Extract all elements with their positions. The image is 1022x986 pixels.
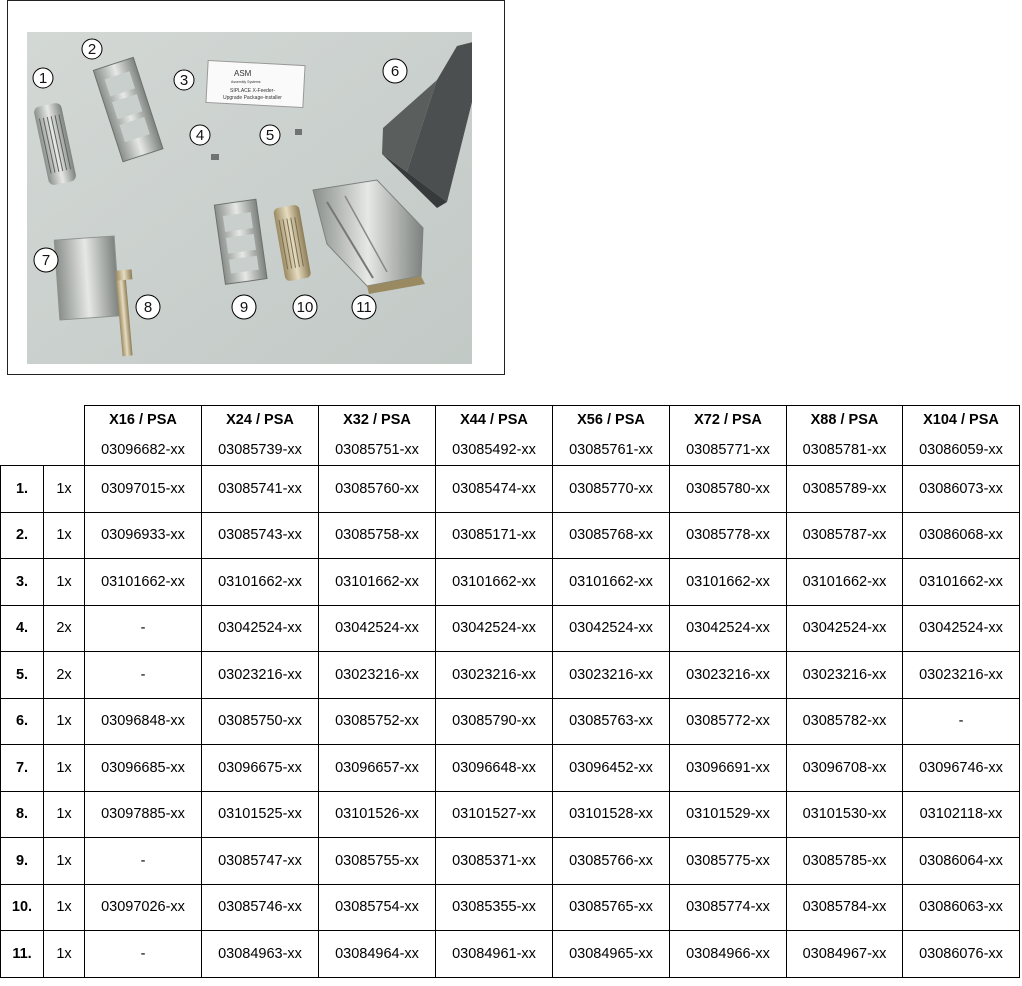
part-number-cell: - bbox=[85, 931, 202, 978]
part-number-cell: 03023216-xx bbox=[319, 652, 436, 699]
part-number-cell: 03101662-xx bbox=[202, 559, 319, 606]
part-number-cell: 03085750-xx bbox=[202, 698, 319, 745]
part-number-cell: 03086068-xx bbox=[903, 512, 1020, 559]
part-number-cell: 03023216-xx bbox=[787, 652, 903, 699]
callout-7 bbox=[34, 248, 58, 272]
header-row-model-numbers bbox=[1, 434, 1020, 466]
callout-1 bbox=[33, 68, 53, 88]
item-quantity: 2x bbox=[44, 605, 85, 652]
part-number-cell: 03101662-xx bbox=[787, 559, 903, 606]
part-number-cell: - bbox=[85, 605, 202, 652]
table-row bbox=[1, 559, 1020, 606]
part-number-cell: 03085787-xx bbox=[787, 512, 903, 559]
part-5-screw bbox=[295, 129, 302, 135]
column-header-model: X44 / PSA bbox=[436, 406, 553, 435]
parts-table bbox=[0, 405, 1020, 978]
part-7-block bbox=[54, 236, 119, 320]
part-number-cell: 03085768-xx bbox=[553, 512, 670, 559]
item-number: 5. bbox=[1, 652, 44, 699]
part-number-cell: 03042524-xx bbox=[787, 605, 903, 652]
column-header-part-number: 03085771-xx bbox=[670, 434, 787, 466]
column-header-part-number: 03086059-xx bbox=[903, 434, 1020, 466]
item-quantity: 1x bbox=[44, 884, 85, 931]
table-row bbox=[1, 652, 1020, 699]
part-number-cell: 03096746-xx bbox=[903, 745, 1020, 792]
callout-6 bbox=[383, 59, 407, 83]
parts-photo-frame bbox=[7, 0, 505, 375]
part-number-cell: 03085747-xx bbox=[202, 838, 319, 885]
item-quantity: 1x bbox=[44, 559, 85, 606]
part-number-cell: 03042524-xx bbox=[319, 605, 436, 652]
part-number-cell: 03042524-xx bbox=[670, 605, 787, 652]
part-number-cell: 03042524-xx bbox=[553, 605, 670, 652]
part-number-cell: 03085355-xx bbox=[436, 884, 553, 931]
callout-3 bbox=[174, 70, 194, 90]
column-header-part-number: 03085739-xx bbox=[202, 434, 319, 466]
column-header-part-number: 03096682-xx bbox=[85, 434, 202, 466]
svg-text:7: 7 bbox=[41, 252, 51, 269]
callout-9 bbox=[232, 295, 256, 319]
callout-5 bbox=[260, 125, 280, 145]
part-number-cell: 03096933-xx bbox=[85, 512, 202, 559]
part-number-cell: 03085780-xx bbox=[670, 466, 787, 513]
column-header-part-number: 03085781-xx bbox=[787, 434, 903, 466]
item-number: 9. bbox=[1, 838, 44, 885]
item-quantity: 1x bbox=[44, 838, 85, 885]
part-number-cell: 03096452-xx bbox=[553, 745, 670, 792]
part-number-cell: 03042524-xx bbox=[202, 605, 319, 652]
part-number-cell: 03096708-xx bbox=[787, 745, 903, 792]
item-number: 3. bbox=[1, 559, 44, 606]
part-number-cell: 03085772-xx bbox=[670, 698, 787, 745]
part-number-cell: 03023216-xx bbox=[670, 652, 787, 699]
part-number-cell: 03085371-xx bbox=[436, 838, 553, 885]
table-row bbox=[1, 745, 1020, 792]
part-number-cell: 03042524-xx bbox=[436, 605, 553, 652]
table-row bbox=[1, 884, 1020, 931]
part-number-cell: 03101528-xx bbox=[553, 791, 670, 838]
column-header-model: X88 / PSA bbox=[787, 406, 903, 435]
item-number: 6. bbox=[1, 698, 44, 745]
item-number: 10. bbox=[1, 884, 44, 931]
part-number-cell: - bbox=[903, 698, 1020, 745]
part-number-cell: 03085770-xx bbox=[553, 466, 670, 513]
item-quantity: 1x bbox=[44, 466, 85, 513]
part-number-cell: 03101526-xx bbox=[319, 791, 436, 838]
label-card-line2: Upgrade Package-installer bbox=[223, 95, 282, 101]
table-row bbox=[1, 466, 1020, 513]
part-number-cell: 03085789-xx bbox=[787, 466, 903, 513]
part-number-cell: 03096648-xx bbox=[436, 745, 553, 792]
svg-text:10: 10 bbox=[296, 299, 314, 316]
part-number-cell: 03085171-xx bbox=[436, 512, 553, 559]
part-number-cell: 03023216-xx bbox=[436, 652, 553, 699]
item-quantity: 2x bbox=[44, 652, 85, 699]
item-number: 7. bbox=[1, 745, 44, 792]
header-row-models bbox=[1, 406, 1020, 435]
part-number-cell: 03086063-xx bbox=[903, 884, 1020, 931]
part-number-cell: 03086076-xx bbox=[903, 931, 1020, 978]
item-quantity: 1x bbox=[44, 931, 85, 978]
part-number-cell: 03085743-xx bbox=[202, 512, 319, 559]
part-number-cell: 03085790-xx bbox=[436, 698, 553, 745]
svg-text:8: 8 bbox=[143, 299, 153, 316]
svg-text:1: 1 bbox=[38, 70, 48, 87]
part-number-cell: 03101662-xx bbox=[436, 559, 553, 606]
label-card-line1: SIPLACE X-Feeder- bbox=[230, 88, 276, 94]
callout-4 bbox=[190, 125, 210, 145]
part-number-cell: 03096657-xx bbox=[319, 745, 436, 792]
table-row bbox=[1, 931, 1020, 978]
item-quantity: 1x bbox=[44, 698, 85, 745]
part-number-cell: 03085754-xx bbox=[319, 884, 436, 931]
callout-8 bbox=[136, 295, 160, 319]
part-number-cell: 03085774-xx bbox=[670, 884, 787, 931]
table-row bbox=[1, 605, 1020, 652]
part-number-cell: 03084964-xx bbox=[319, 931, 436, 978]
table-row bbox=[1, 698, 1020, 745]
part-number-cell: 03101530-xx bbox=[787, 791, 903, 838]
item-number: 8. bbox=[1, 791, 44, 838]
part-number-cell: 03085763-xx bbox=[553, 698, 670, 745]
part-4-screw bbox=[211, 154, 219, 160]
callout-11 bbox=[352, 295, 376, 319]
column-header-model: X16 / PSA bbox=[85, 406, 202, 435]
svg-text:9: 9 bbox=[239, 299, 249, 316]
label-card-brand: ASM bbox=[234, 69, 252, 78]
column-header-part-number: 03085751-xx bbox=[319, 434, 436, 466]
part-number-cell: 03085775-xx bbox=[670, 838, 787, 885]
parts-photo bbox=[27, 32, 472, 364]
part-number-cell: 03084967-xx bbox=[787, 931, 903, 978]
part-number-cell: 03085782-xx bbox=[787, 698, 903, 745]
part-number-cell: 03085760-xx bbox=[319, 466, 436, 513]
column-header-model: X72 / PSA bbox=[670, 406, 787, 435]
column-header-model: X104 / PSA bbox=[903, 406, 1020, 435]
table-row bbox=[1, 838, 1020, 885]
part-number-cell: 03023216-xx bbox=[903, 652, 1020, 699]
svg-text:3: 3 bbox=[179, 72, 189, 89]
svg-text:11: 11 bbox=[356, 299, 372, 316]
part-number-cell: 03085758-xx bbox=[319, 512, 436, 559]
part-number-cell: 03101662-xx bbox=[903, 559, 1020, 606]
part-number-cell: 03097026-xx bbox=[85, 884, 202, 931]
column-header-part-number: 03085492-xx bbox=[436, 434, 553, 466]
part-number-cell: 03085784-xx bbox=[787, 884, 903, 931]
part-number-cell: 03085755-xx bbox=[319, 838, 436, 885]
item-quantity: 1x bbox=[44, 791, 85, 838]
part-number-cell: 03042524-xx bbox=[903, 605, 1020, 652]
svg-text:4: 4 bbox=[195, 127, 205, 144]
part-number-cell: 03084963-xx bbox=[202, 931, 319, 978]
part-number-cell: 03085746-xx bbox=[202, 884, 319, 931]
part-number-cell: 03101662-xx bbox=[670, 559, 787, 606]
part-number-cell: 03023216-xx bbox=[553, 652, 670, 699]
part-number-cell: 03084966-xx bbox=[670, 931, 787, 978]
svg-text:6: 6 bbox=[390, 63, 400, 80]
part-number-cell: 03023216-xx bbox=[202, 652, 319, 699]
callout-10 bbox=[293, 295, 317, 319]
part-number-cell: 03084961-xx bbox=[436, 931, 553, 978]
label-card-subtitle: Assembly Systems bbox=[231, 80, 261, 84]
table-row bbox=[1, 791, 1020, 838]
part-number-cell: 03085778-xx bbox=[670, 512, 787, 559]
part-number-cell: 03085741-xx bbox=[202, 466, 319, 513]
column-header-part-number: 03085761-xx bbox=[553, 434, 670, 466]
column-header-model: X56 / PSA bbox=[553, 406, 670, 435]
item-quantity: 1x bbox=[44, 512, 85, 559]
item-quantity: 1x bbox=[44, 745, 85, 792]
part-number-cell: 03096685-xx bbox=[85, 745, 202, 792]
part-number-cell: - bbox=[85, 652, 202, 699]
part-number-cell: 03096675-xx bbox=[202, 745, 319, 792]
part-number-cell: 03101525-xx bbox=[202, 791, 319, 838]
column-header-model: X24 / PSA bbox=[202, 406, 319, 435]
part-number-cell: 03097885-xx bbox=[85, 791, 202, 838]
part-number-cell: 03085765-xx bbox=[553, 884, 670, 931]
column-header-model: X32 / PSA bbox=[319, 406, 436, 435]
part-number-cell: 03086064-xx bbox=[903, 838, 1020, 885]
part-number-cell: 03101662-xx bbox=[85, 559, 202, 606]
part-number-cell: 03084965-xx bbox=[553, 931, 670, 978]
part-number-cell: 03085752-xx bbox=[319, 698, 436, 745]
item-number: 4. bbox=[1, 605, 44, 652]
table-row bbox=[1, 512, 1020, 559]
callout-2 bbox=[82, 39, 102, 59]
part-number-cell: 03097015-xx bbox=[85, 466, 202, 513]
part-number-cell: 03085785-xx bbox=[787, 838, 903, 885]
header-corner bbox=[1, 406, 85, 466]
item-number: 2. bbox=[1, 512, 44, 559]
svg-text:2: 2 bbox=[87, 41, 97, 58]
part-3-label-card bbox=[206, 61, 305, 108]
part-number-cell: 03085766-xx bbox=[553, 838, 670, 885]
part-number-cell: 03085474-xx bbox=[436, 466, 553, 513]
svg-text:5: 5 bbox=[265, 127, 275, 144]
part-number-cell: 03096848-xx bbox=[85, 698, 202, 745]
part-number-cell: 03096691-xx bbox=[670, 745, 787, 792]
part-number-cell: 03101527-xx bbox=[436, 791, 553, 838]
part-number-cell: - bbox=[85, 838, 202, 885]
item-number: 11. bbox=[1, 931, 44, 978]
part-number-cell: 03086073-xx bbox=[903, 466, 1020, 513]
part-number-cell: 03101529-xx bbox=[670, 791, 787, 838]
part-number-cell: 03101662-xx bbox=[553, 559, 670, 606]
item-number: 1. bbox=[1, 466, 44, 513]
part-number-cell: 03102118-xx bbox=[903, 791, 1020, 838]
part-number-cell: 03101662-xx bbox=[319, 559, 436, 606]
